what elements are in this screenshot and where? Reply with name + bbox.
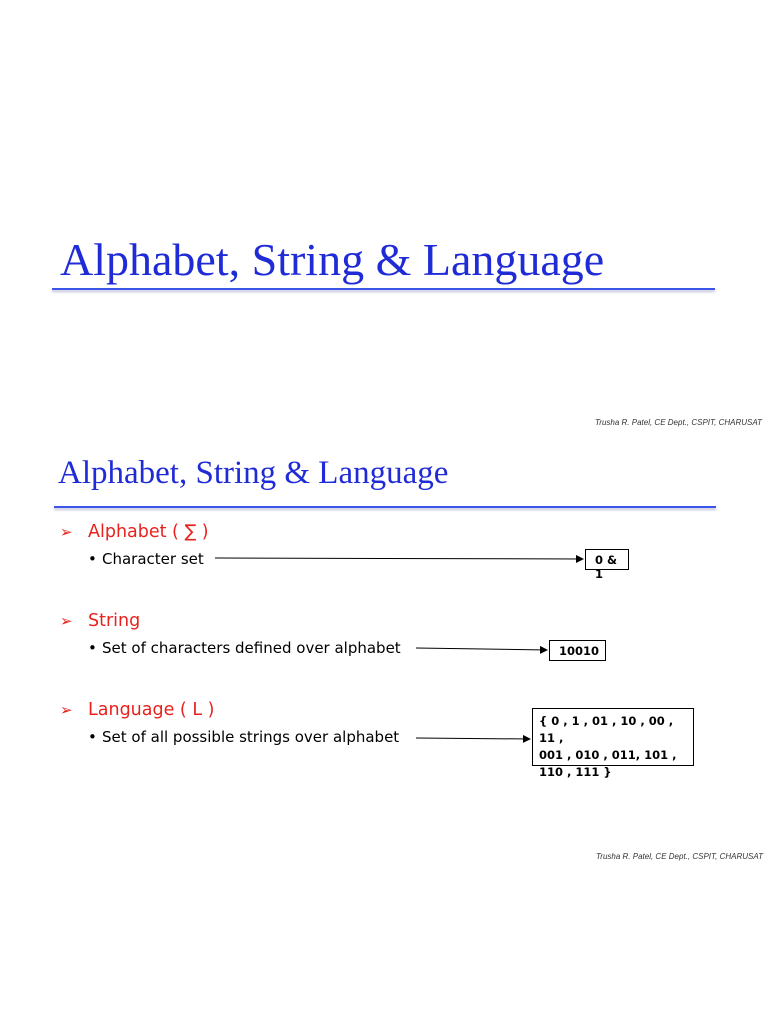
slide2-title: Alphabet, String & Language — [58, 455, 449, 491]
connector-arrow-string — [416, 648, 547, 650]
slide2-credit: Trusha R. Patel, CE Dept., CSPIT, CHARUSAT — [596, 852, 764, 861]
bullet-dot-icon: • — [88, 728, 97, 746]
connector-arrow-alphabet — [215, 558, 583, 559]
arrow-bullet-icon: ➢ — [60, 612, 73, 630]
bullet-dot-icon: • — [88, 550, 97, 568]
arrow-bullet-icon: ➢ — [60, 701, 73, 719]
heading-alphabet-label: Alphabet ( ∑ ) — [88, 522, 209, 542]
heading-language-label: Language ( L ) — [88, 700, 215, 720]
example-box-string: 10010 — [549, 640, 606, 661]
bullet-language-definition-label: Set of all possible strings over alphabet — [102, 728, 400, 746]
bullet-string-definition-label: Set of characters defined over alphabet — [102, 639, 401, 657]
example-box-alphabet: 0 & 1 — [585, 549, 629, 570]
bullet-character-set-label: Character set — [102, 550, 204, 568]
slide1-title: Alphabet, String & Language — [60, 234, 605, 285]
slide1-credit: Trusha R. Patel, CE Dept., CSPIT, CHARUSAT — [595, 418, 763, 427]
arrow-bullet-icon: ➢ — [60, 523, 73, 541]
bullet-dot-icon: • — [88, 639, 97, 657]
heading-string-label: String — [88, 611, 141, 631]
example-box-language: { 0 , 1 , 01 , 10 , 00 , 11 , 001 , 010 , 011, 101 , 110 , 111 } — [532, 708, 694, 766]
connector-arrow-language — [416, 738, 530, 739]
